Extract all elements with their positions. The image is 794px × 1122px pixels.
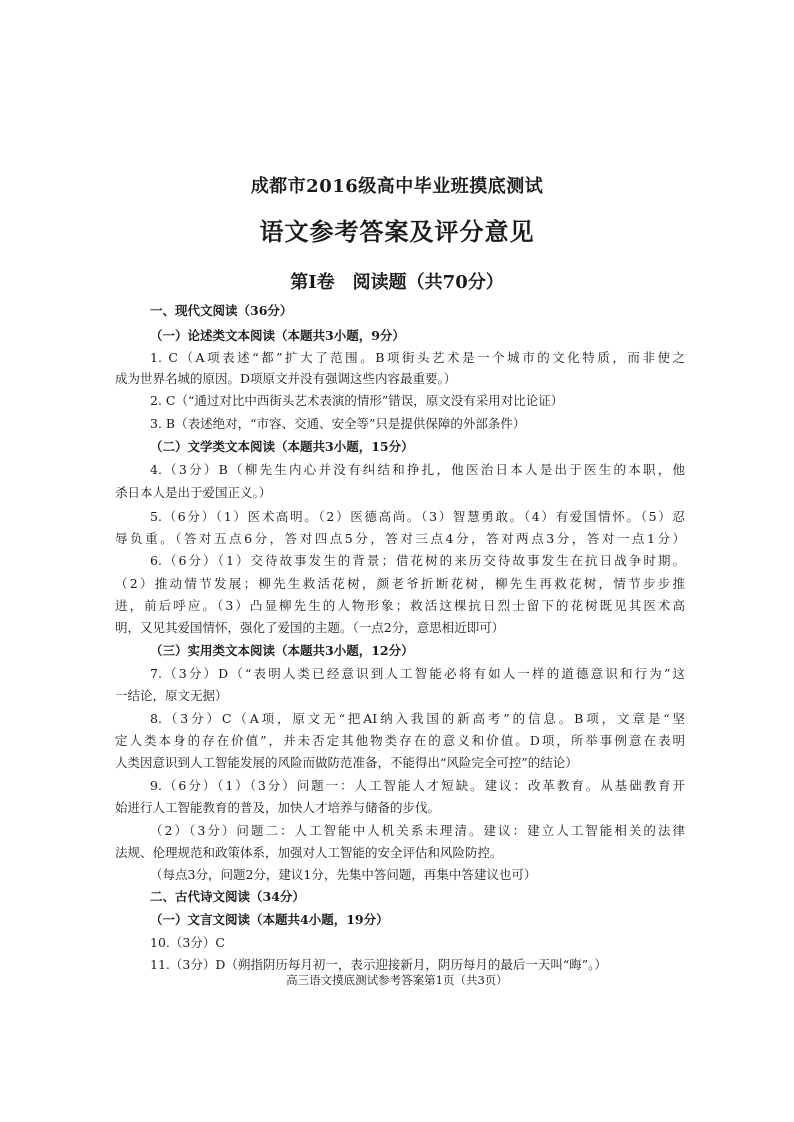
answer-line: 2. C（“通过对比中西街头艺术表演的情形”错误，原文没有采用对比论证） xyxy=(150,393,564,408)
heading-literary-text: （二）文学类文本阅读（本题共3小题，15分） xyxy=(150,439,414,454)
answer-line: 3. B（表述绝对，“市容、交通、安全等”只是提供保障的外部条件） xyxy=(150,416,526,431)
answer-line: 进，前后呼应。（3）凸显柳先生的人物形象；救活这棵抗日烈士留下的花树既见其医术高 xyxy=(115,598,685,613)
answer-line: 始进行人工智能教育的普及，加快人才培养与储备的步伐。 xyxy=(115,800,441,815)
heading-modern-reading: 一、现代文阅读（36分） xyxy=(150,303,293,318)
heading-classical-reading: 二、古代诗文阅读（34分） xyxy=(150,889,305,904)
answer-line: （2）推动情节发展；柳先生救活花树，颜老爷折断花树，柳先生再救花树，情节步步推 xyxy=(115,576,685,591)
answer-line: 6.（6分）（1）交待故事发生的背景；借花树的来历交待故事发生在抗日战争时期。 xyxy=(150,553,685,568)
answer-line: 法规、伦理规范和政策体系，加强对人工智能的安全评估和风险防控。 xyxy=(115,845,503,860)
answer-line: 8.（3分）C（A项，原文无“把AI纳入我国的新高考”的信息。B项，文章是“坚 xyxy=(150,711,685,726)
answer-line: 定人类本身的存在价值”，并未否定其他物类存在的意义和价值。D项，所举事例意在表明 xyxy=(115,733,685,748)
answer-line: 7.（3分）D（“表明人类已经意识到人工智能必将有如人一样的道德意识和行为”这 xyxy=(150,666,685,681)
answer-line: 明，又见其爱国情怀，强化了爱国的主题。（一点2分，意思相近即可） xyxy=(115,620,505,635)
section-title: 第Ⅰ卷 阅读题（共70分） xyxy=(290,272,504,293)
page-footer: 高三语文摸底测试参考答案第1页（共3页） xyxy=(286,973,508,987)
answer-line: 成为世界名城的原因。D项原文并没有强调这些内容最重要。） xyxy=(115,371,457,386)
answer-line: 杀日本人是出于爱国正义。） xyxy=(115,485,272,500)
answer-line: 一结论，原文无据） xyxy=(115,688,228,703)
answer-line: 1. C（A项表述“都”扩大了范围。B项街头艺术是一个城市的文化特质，而非使之 xyxy=(150,350,685,365)
answer-line: 11.（3分）D（朔指阴历每月初一，表示迎接新月，阴历每月的最后一天叫“晦”。） xyxy=(150,957,607,972)
answer-line: 4.（3分）B（柳先生内心并没有纠结和挣扎，他医治日本人是出于医生的本职，他 xyxy=(150,462,685,477)
answer-line: 人类因意识到人工智能发展的风险而做防范准备，不能得出“风险完全可控”的结论） xyxy=(115,755,578,770)
answer-line: 辱负重。（答对五点6分，答对四点5分，答对三点4分，答对两点3分，答对一点1分） xyxy=(115,531,685,546)
answer-key-title: 语文参考答案及评分意见 xyxy=(259,217,535,246)
answer-line: 5.（6分）（1）医术高明。（2）医德高尚。（3）智慧勇敢。（4）有爱国情怀。（5）忍 xyxy=(150,509,685,524)
heading-classical-prose: （一）文言文阅读（本题共4小题，19分） xyxy=(150,912,389,927)
scoring-note: （每点3分，问题2分，建议1分，先集中答问题，再集中答建议也可） xyxy=(150,867,537,882)
exam-title: 成都市2016级高中毕业班摸底测试 xyxy=(250,176,544,197)
answer-line: 10.（3分）C xyxy=(150,935,225,950)
answer-line: 9.（6分）（1）（3分）问题一：人工智能人才短缺。建议：改革教育。从基础教育开 xyxy=(150,778,685,793)
heading-practical-text: （三）实用类文本阅读（本题共3小题，12分） xyxy=(150,643,414,658)
answer-line: （2）（3分）问题二：人工智能中人机关系未理清。建议：建立人工智能相关的法律 xyxy=(150,823,685,838)
heading-argumentative-text: （一）论述类文本阅读（本题共3小题，9分） xyxy=(150,328,405,343)
